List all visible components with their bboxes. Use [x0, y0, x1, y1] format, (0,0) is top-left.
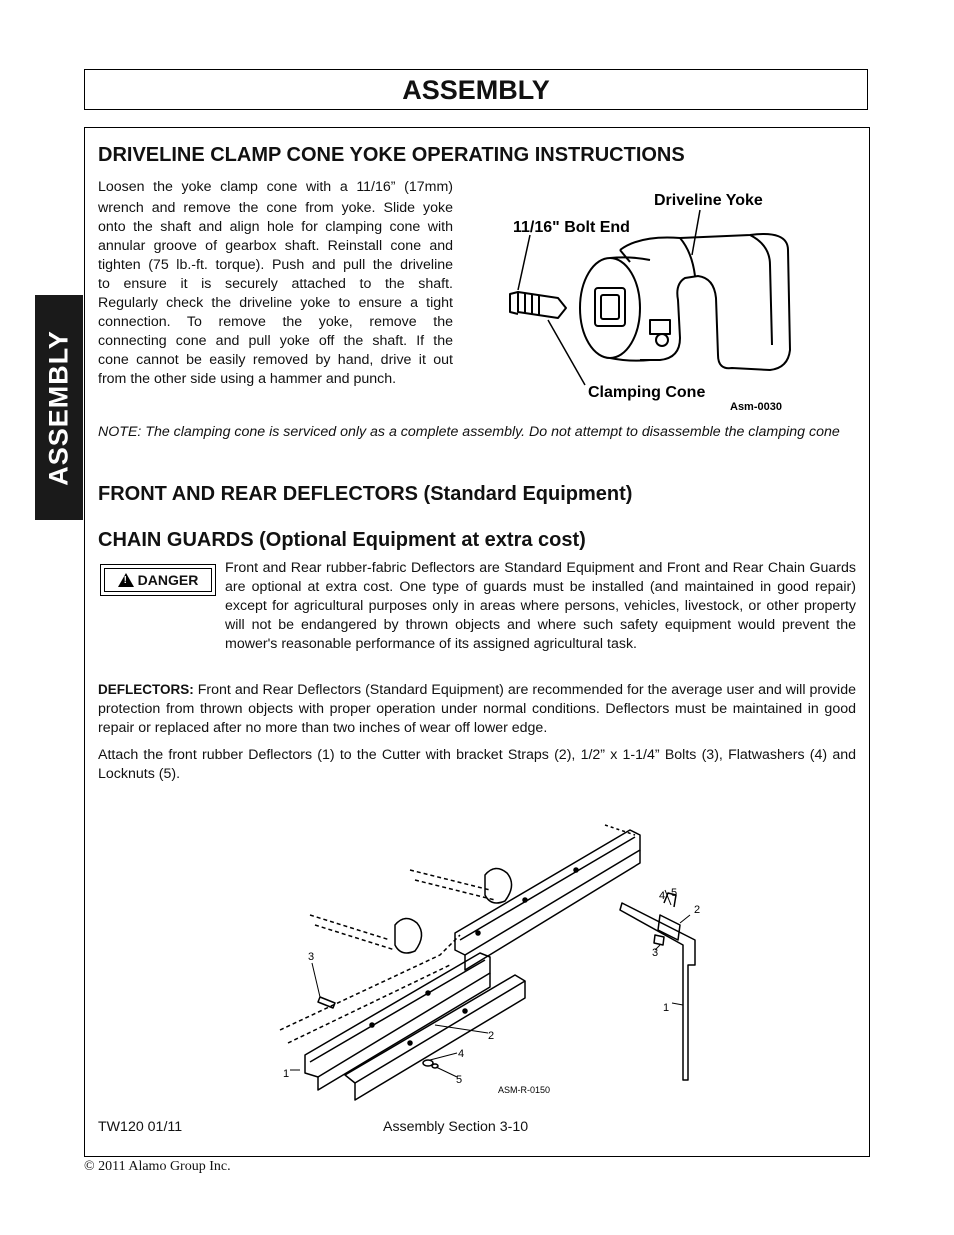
driveline-line: tighten (75 lb.-ft. torque). Push and pull the driveline — [98, 257, 453, 273]
driveline-line: from the other side using a hammer and punch. — [98, 371, 397, 387]
danger-label: DANGER — [137, 572, 199, 588]
callout-side-deflector: 1 — [663, 1002, 670, 1014]
callout-flatwasher: 4 — [458, 1048, 465, 1060]
deflector-assembly-figure — [260, 815, 720, 1105]
driveline-yoke-figure — [470, 180, 810, 415]
side-tab-label: ASSEMBLY — [43, 329, 74, 486]
copyright: © 2011 Alamo Group Inc. — [84, 1159, 231, 1174]
callout-side-washer: 4 — [659, 890, 666, 902]
footer-section: Assembly Section 3-10 — [383, 1119, 529, 1135]
section-title-deflectors: FRONT AND REAR DEFLECTORS (Standard Equipment) — [98, 483, 633, 505]
page-header — [84, 69, 868, 110]
callout-side-strap: 2 — [694, 904, 701, 916]
clamping-cone-note: NOTE: The clamping cone is serviced only as a complete assembly. Do not attempt to disassemble the clamping cone — [98, 424, 840, 440]
driveline-instructions — [98, 178, 453, 389]
driveline-line: Regularly check the driveline yoke to ensure a tight — [98, 295, 453, 311]
callout-locknut: 5 — [456, 1074, 463, 1086]
label-clamping-cone: Clamping Cone — [588, 384, 706, 401]
driveline-line: connecting cone and pull yoke off the shaft. If the — [98, 333, 453, 349]
driveline-line: Loosen the yoke clamp cone with a 11/16” (17mm) — [98, 179, 453, 195]
callout-side-nut: 5 — [671, 887, 678, 899]
deflectors-label: DEFLECTORS: — [98, 682, 194, 697]
footer-doc-id: TW120 01/11 — [98, 1119, 183, 1135]
attach-paragraph: Attach the front rubber Deflectors (1) to the Cutter with bracket Straps (2), 1/2” x 1-1/4” Bolts (3), Flatwashers (4) and Locknuts (5). — [98, 747, 856, 782]
callout-deflector: 1 — [283, 1068, 290, 1080]
driveline-line: connection. To remove the yoke, remove the — [98, 314, 453, 330]
callout-side-bolt: 3 — [652, 947, 659, 959]
figure-code-asm-0030: Asm-0030 — [730, 401, 782, 413]
section-title-chain-guards: CHAIN GUARDS (Optional Equipment at extra cost) — [98, 529, 586, 551]
driveline-line: wrench and remove the cone from yoke. Slide yoke — [98, 200, 453, 216]
callout-strap: 2 — [488, 1030, 495, 1042]
callout-bolt: 3 — [308, 951, 315, 963]
driveline-line: cone cannot be easily removed by hand, drive it out — [98, 352, 453, 368]
header-title: ASSEMBLY — [402, 75, 550, 105]
danger-badge — [100, 564, 216, 596]
deflectors-paragraph — [98, 680, 856, 738]
section-title-driveline: DRIVELINE CLAMP CONE YOKE OPERATING INSTRUCTIONS — [98, 144, 685, 166]
driveline-line: annular groove of gearbox shaft. Reinstall cone and — [98, 238, 453, 254]
label-bolt-end: 11/16" Bolt End — [513, 219, 630, 236]
figure-code-asm-r-0150: ASM-R-0150 — [498, 1085, 551, 1095]
danger-text: Front and Rear rubber-fabric Deflectors are Standard Equipment and Front and Rear Chain Guards are optional at extra cost. One type of guards must be installed (and maintained in good repair) except for agricultural purposes only in areas where persons, vehicles, livestock, or other property will not be endangered by thrown objects and where such safety equipment would prevent the mower's reasonable performance of its assigned agricultural task. — [225, 560, 856, 652]
label-driveline-yoke: Driveline Yoke — [654, 192, 763, 209]
warning-triangle-icon — [118, 573, 134, 587]
driveline-line: to ensure it is securely attached to the shaft. — [98, 276, 453, 292]
driveline-line: onto the shaft and align hole for clamping cone with — [98, 219, 453, 235]
side-tab — [35, 295, 83, 520]
deflectors-text: Front and Rear Deflectors (Standard Equipment) are recommended for the average user and will provide protection from thrown objects with proper operation under normal conditions. Deflectors must be maintained in good repair or replaced after no more than two inches of wear off lower edge. — [98, 682, 856, 736]
